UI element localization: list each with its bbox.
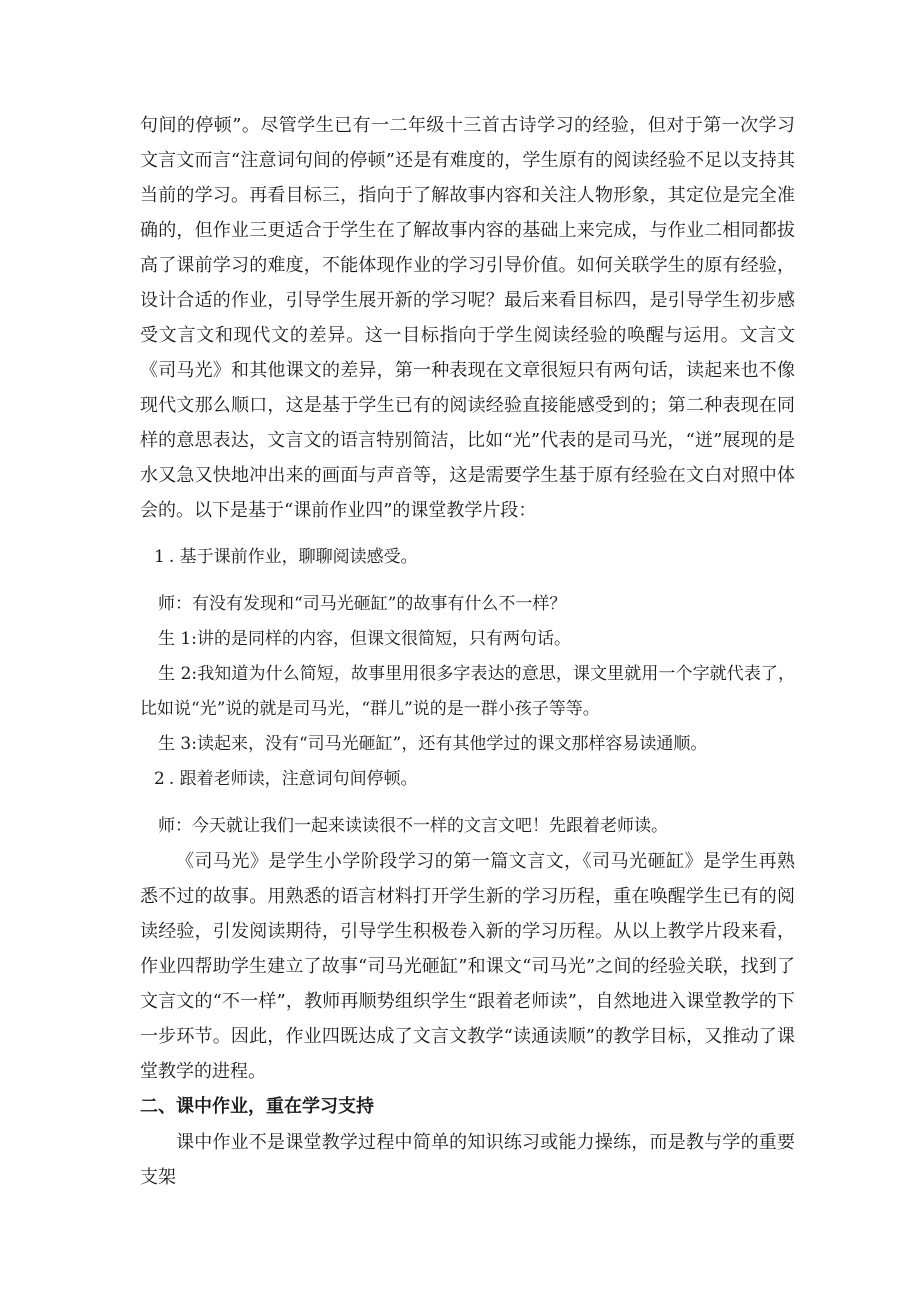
dialog-teacher-1: 师：有没有发现和“司马光砸缸”的故事有什么不一样？ bbox=[158, 594, 567, 614]
paragraph-in-class-work: 课中作业不是课堂教学过程中简单的知识练习或能力操练，而是教与学的重要支架 bbox=[140, 1132, 795, 1188]
paragraph-analysis: 《司马光》是学生小学阶段学习的第一篇文言文，《司马光砸缸》是学生再熟悉不过的故事。用熟悉的语言材料打开学生新的学习历程，重在唤醒学生已有的阅读经验，引发阅读期待，引导学生积极卷入新的学习历程。从以上教学片段来看，作业四帮助学生建立了故事“司马光砸缸”和课文“司马光”之间的经验关联，找到了文言文的“不一样”，教师再顺势组织学生“跟着老师读”，自然地进入课堂教学的下一步环节。因此，作业四既达成了文言文教学“读通读顺”的教学目标，又推动了课堂教学的进程。 bbox=[140, 851, 795, 1082]
dialog-teacher-2: 师：今天就让我们一起来读读很不一样的文言文吧！先跟着老师读。 bbox=[158, 816, 668, 836]
dialog-student-3: 生 3:读起来，没有“司马光砸缸”，还有其他学过的课文那样容易读通顺。 bbox=[158, 734, 708, 754]
document-page bbox=[140, 108, 795, 1195]
dialog-student-1: 生 1:讲的是同样的内容，但课文很简短，只有两句话。 bbox=[158, 629, 571, 649]
section-heading: 二、课中作业，重在学习支持 bbox=[140, 1096, 374, 1117]
list-item-text: . 基于课前作业，聊聊阅读感受。 bbox=[168, 547, 418, 567]
list-item-number: 2 bbox=[154, 769, 165, 789]
dialog-student-2: 生 2:我知道为什么简短，故事里用很多字表达的意思，课文里就用一个字就代表了，比如说“光”说的就是司马光，“群儿”说的是一群小孩子等等。 bbox=[140, 664, 795, 719]
list-item-number: 1 bbox=[154, 547, 165, 567]
list-item-text: . 跟着老师读，注意词句间停顿。 bbox=[168, 769, 418, 789]
paragraph-goal-analysis: 句间的停顿”。尽管学生已有一二年级十三首古诗学习的经验，但对于第一次学习文言文而言“注意词句间的停顿”还是有难度的，学生原有的阅读经验不足以支持其当前的学习。再看目标三，指向于了解故事内容和关注人物形象，其定位是完全准确的，但作业三更适合于学生在了解故事内容的基础上来完成，与作业二相同都拔高了课前学习的难度，不能体现作业的学习引导价值。如何关联学生的原有经验，设计合适的作业，引导学生展开新的学习呢？最后来看目标四，是引导学生初步感受文言文和现代文的差异。这一目标指向于学生阅读经验的唤醒与运用。文言文《司马光》和其他课文的差异，第一种表现在文章很短只有两句话，读起来也不像现代文那么顺口，这是基于学生已有的阅读经验直接能感受到的；第二种表现在同样的意思表达，文言文的语言特别简洁，比如“光”代表的是司马光，“迸”展现的是水又急又快地冲出来的画面与声音等，这是需要学生基于原有经验在文白对照中体会的。以下是基于“课前作业四”的课堂教学片段： bbox=[140, 115, 795, 521]
list-item-2 bbox=[140, 762, 795, 797]
list-item-1 bbox=[140, 540, 795, 575]
